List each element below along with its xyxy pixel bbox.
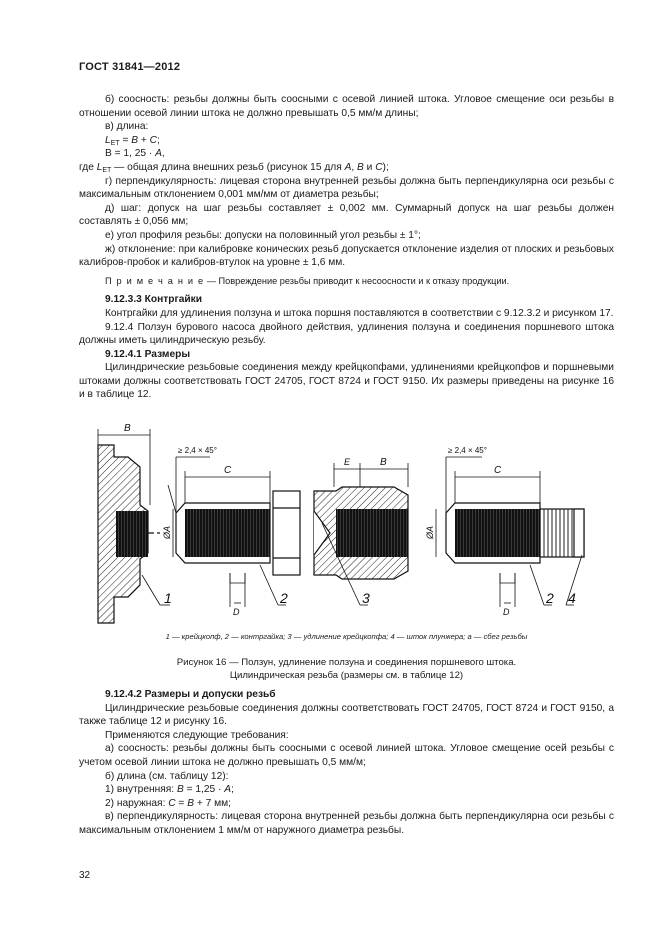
page-number: 32 — [79, 870, 91, 881]
note: П р и м е ч а н и е — Повреждение резьбы приводит к несоосности и к отказу продукции. — [105, 275, 510, 286]
dim-e: E — [344, 457, 351, 467]
chamfer-right: ≥ 2,4 × 45° — [448, 446, 487, 455]
caption-line-1: Рисунок 16 — Ползун, удлинение ползуна и соединения поршневого штока. — [176, 657, 517, 668]
para-requirements: Применяются следующие требования: — [105, 729, 289, 741]
para-b-coaxiality: б) соосность: резьбы должны быть соосными с осевой линией штока. Угловое смещение оси резьбы в отношении осевой линии штока не должно превышать 0,5 мм/м длины; — [79, 94, 614, 119]
document-header: ГОСТ 31841—2012 — [79, 61, 181, 73]
para-b1-internal: 1) внутренняя: B = 1,25 · A; — [105, 784, 234, 796]
extension-thread — [336, 509, 408, 557]
callout-3: 3 — [362, 590, 370, 606]
callout-1: 1 — [164, 590, 172, 606]
heading-9-12-4-1: 9.12.4.1 Размеры — [105, 348, 191, 360]
figure-16-drawing — [90, 415, 590, 650]
formula-where: где $L_{ET}$ — общая длина внешних резьб (рисунок 15 для A, B и C); — [79, 161, 389, 174]
heading-9-12-4-2: 9.12.4.2 Размеры и допуски резьб — [105, 689, 276, 700]
left-rod-thread — [185, 509, 270, 557]
text-block-upper — [79, 93, 614, 402]
dim-b-left: B — [124, 423, 131, 434]
formula-b: B = 1, 25 · A, — [105, 148, 165, 160]
lock-nut-left — [273, 491, 300, 575]
dim-d-right: D — [503, 607, 510, 617]
callout-2b: 2 — [546, 590, 554, 606]
para-9-12-4: 9.12.4 Ползун бурового насоса двойного действия, удлинения ползуна и соединения поршневого штока должны иметь цилиндрическую резьбу. — [79, 321, 614, 347]
dim-c-right: C — [494, 465, 502, 476]
figure-caption — [79, 656, 614, 682]
dim-b-mid: B — [380, 457, 387, 468]
formula-let: $L_{ET} = B + C$; — [105, 134, 160, 147]
para-v-perpendicularity: в) перпендикулярность: лицевая сторона внутренней резьбы должна быть перпендикулярна оси резьбы с максимальным отклонением 1 мм/м от наружного диаметра резьбы. — [79, 811, 614, 836]
para-b-length: б) длина (см. таблицу 12): — [105, 770, 229, 782]
dim-d-left: D — [233, 607, 240, 617]
para-v-length: в) длина: — [105, 121, 149, 133]
right-rod-thread — [455, 509, 540, 557]
figure-legend: 1 — крейцкопф, 2 — контргайка; 3 — удлинение крейцкопфа; 4 — шток плунжера; a — сбег резьбы — [165, 632, 528, 641]
para-9-12-3-3: Контргайки для удлинения ползуна и штока поршня поставляются в соответствии с 9.12.3.2 и рисунком 17. — [105, 307, 614, 319]
callout-2a: 2 — [280, 590, 288, 606]
para-a-coaxiality: а) соосность: резьбы должны быть соосными с осевой линией штока. Угловое смещение осей резьбы с учетом осевой линии штока не должно превышать 0,5 мм/м; — [79, 743, 614, 768]
dim-c-left: C — [224, 465, 232, 476]
para-zh-deviation: ж) отклонение: при калибровке конических резьб допускается отклонение изделия от плоских и резьбовых калибров-пробок и калибров-втулок на уровне ± 1,6 мм. — [79, 243, 614, 269]
para-9-12-4-1: Цилиндрические резьбовые соединения между крейцкопфами, удлинениями крейцкопфов и поршневыми штоками должны соответствовать ГОСТ 24705, ГОСТ 8724 и ГОСТ 9150. Их размеры приведены на рисунке 16 и в таблице 12. — [79, 362, 614, 401]
heading-9-12-3-3: 9.12.3.3 Контргайки — [105, 294, 202, 306]
para-d-pitch: д) шаг: допуск на шаг резьбы составляет ± 0,002 мм. Суммарный допуск на шаг резьбы должен составлять ± 0,056 мм; — [79, 202, 614, 228]
crosshead-thread — [116, 511, 148, 557]
para-g-perpendicularity: г) перпендикулярность: лицевая сторона внутренней резьбы должна быть перпендикулярна оси резьбы с максимальным отклонением 0,001 мм/мм от диаметра резьбы; — [79, 175, 614, 201]
para-intro: Цилиндрические резьбовые соединения должны соответствовать ГОСТ 24705, ГОСТ 8724 и ГОСТ 9150, а также таблице 12 и рисунку 16. — [79, 702, 614, 728]
callout-4: 4 — [568, 590, 576, 606]
dim-phia-right: ØA — [425, 525, 435, 539]
text-block-lower — [79, 688, 614, 838]
para-e-angle: е) угол профиля резьбы: допуски на половинный угол резьбы ± 1°; — [105, 229, 421, 241]
para-b2-external: 2) наружная: C = B + 7 мм; — [105, 797, 231, 809]
caption-line-2: Цилиндрическая резьба (размеры см. в таблице 12) — [229, 670, 464, 681]
dim-phia-left: ØA — [162, 525, 172, 539]
chamfer-left: ≥ 2,4 × 45° — [178, 446, 217, 455]
